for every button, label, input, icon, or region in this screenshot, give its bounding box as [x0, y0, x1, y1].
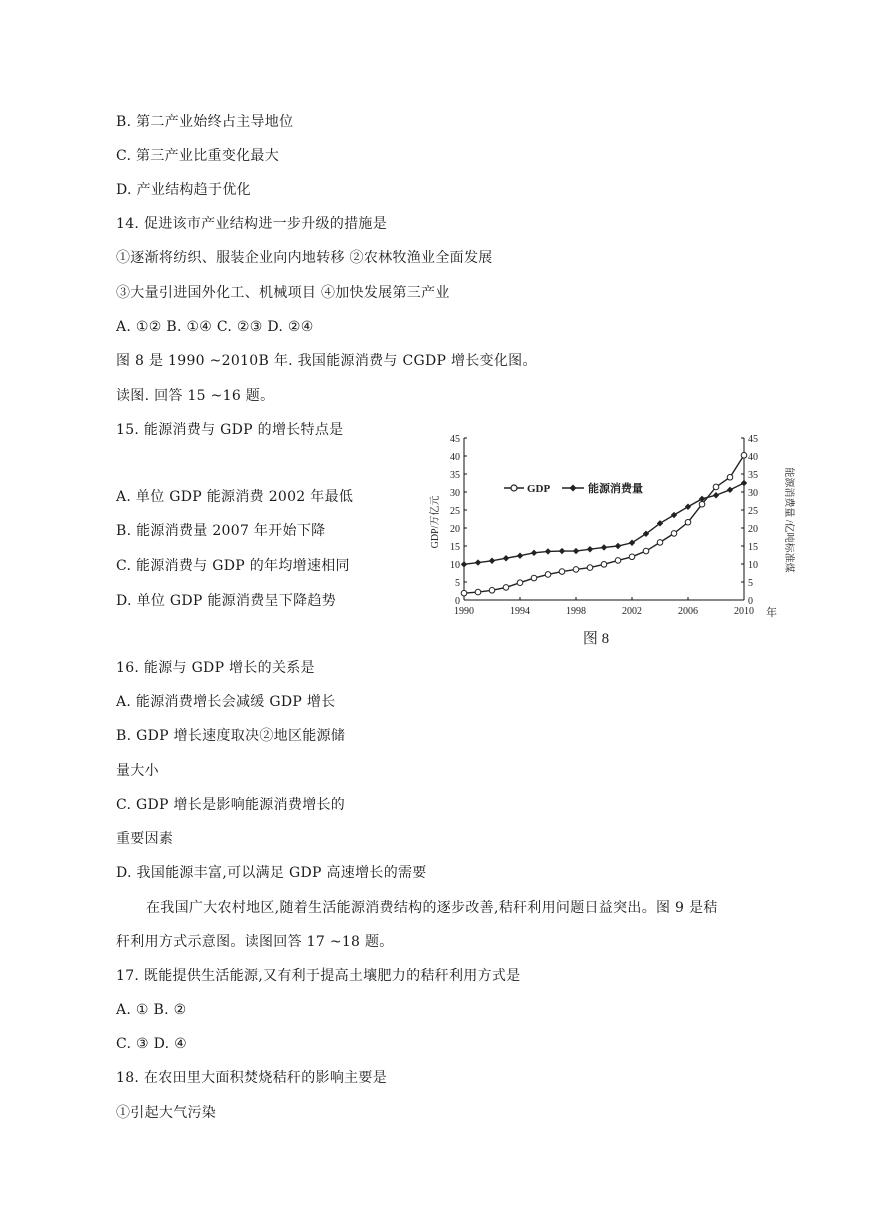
- text-line: ①引起大气污染: [116, 1105, 217, 1121]
- text-line: A. 单位 GDP 能源消费 2002 年最低: [116, 489, 354, 505]
- gdp-point: [657, 540, 663, 546]
- x-tick-label: 2006: [678, 606, 698, 617]
- text-line: ③大量引进国外化工、机械项目 ④加快发展第三产业: [116, 285, 450, 301]
- energy-point: [531, 550, 537, 556]
- text-line: 量大小: [116, 763, 159, 779]
- y-tick-label-right: 40: [748, 452, 758, 463]
- text-line: A. ①② B. ①④ C. ②③ D. ②④: [116, 319, 314, 335]
- x-tick-label: 1994: [510, 606, 530, 617]
- y-tick-label-left: 20: [450, 524, 460, 535]
- figure-caption: 图 8: [582, 631, 610, 647]
- y-tick-label-left: 15: [450, 542, 460, 553]
- x-tick-label: 2010: [734, 606, 754, 617]
- energy-point: [741, 480, 747, 486]
- y-tick-label-left: 30: [450, 488, 460, 499]
- energy-point: [545, 548, 551, 554]
- text-line: D. 我国能源丰富,可以满足 GDP 高速增长的需要: [116, 865, 427, 881]
- gdp-point: [601, 562, 607, 568]
- energy-point: [587, 546, 593, 552]
- text-line: C. 能源消费与 GDP 的年均增速相同: [116, 558, 350, 574]
- text-line: B. 能源消费量 2007 年开始下降: [116, 523, 326, 539]
- gdp-point: [503, 585, 509, 591]
- text-line: B. 第二产业始终占主导地位: [116, 114, 294, 130]
- text-line: 在我国广大农村地区,随着生活能源消费结构的逐步改善,秸秆利用问题日益突出。图 9 是秸: [146, 900, 718, 916]
- energy-point: [503, 555, 509, 561]
- left-y-label: GDP/万亿元: [430, 495, 441, 549]
- y-tick-label-right: 35: [748, 470, 758, 481]
- energy-point: [601, 544, 607, 550]
- y-tick-label-right: 15: [748, 542, 758, 553]
- energy-point: [685, 504, 691, 510]
- energy-point: [713, 492, 719, 498]
- x-unit: 年: [766, 607, 777, 619]
- gdp-point: [587, 565, 593, 571]
- chart-legend: [504, 481, 643, 495]
- gdp-point: [475, 589, 481, 595]
- text-line: C. 第三产业比重变化最大: [116, 148, 280, 164]
- x-tick-label: 1990: [454, 606, 474, 617]
- text-line: 16. 能源与 GDP 增长的关系是: [116, 660, 315, 676]
- energy-point: [573, 548, 579, 554]
- gdp-point: [741, 452, 747, 458]
- series-line-0: [464, 455, 744, 593]
- y-tick-label-left: 0: [455, 596, 460, 607]
- y-tick-label-right: 0: [748, 596, 753, 607]
- gdp-point: [489, 587, 495, 593]
- text-line: D. 单位 GDP 能源消费呈下降趋势: [116, 593, 337, 609]
- gdp-point: [643, 548, 649, 554]
- text-line: 18. 在农田里大面积焚烧秸秆的影响主要是: [116, 1070, 388, 1086]
- y-tick-label-right: 25: [748, 506, 758, 517]
- text-line: 秆利用方式示意图。读图回答 17 ~18 题。: [116, 934, 394, 950]
- y-tick-label-right: 20: [748, 524, 758, 535]
- energy-point: [671, 512, 677, 518]
- text-line: 读图. 回答 15 ~16 题。: [116, 388, 275, 404]
- text-line: ①逐渐将纺织、服装企业向内地转移 ②农林牧渔业全面发展: [116, 250, 493, 266]
- text-line: 重要因素: [116, 831, 174, 847]
- y-tick-label-left: 45: [450, 434, 460, 445]
- gdp-point: [685, 519, 691, 525]
- energy-point: [727, 487, 733, 493]
- y-tick-label-right: 10: [748, 560, 758, 571]
- text-line: B. GDP 增长速度取决②地区能源储: [116, 728, 346, 744]
- text-line: A. 能源消费增长会减缓 GDP 增长: [116, 694, 336, 710]
- gdp-point: [629, 554, 635, 560]
- energy-point: [517, 553, 523, 559]
- energy-point: [615, 543, 621, 549]
- energy-point: [461, 561, 467, 567]
- text-line: 15. 能源消费与 GDP 的增长特点是: [116, 422, 344, 438]
- gdp-point: [615, 558, 621, 564]
- figure-8-chart: [424, 428, 796, 652]
- gdp-point: [713, 484, 719, 490]
- energy-point: [475, 559, 481, 565]
- gdp-point: [461, 590, 467, 596]
- gdp-point: [727, 474, 733, 480]
- gdp-point: [699, 501, 705, 507]
- y-tick-label-left: 5: [455, 578, 460, 589]
- text-line: D. 产业结构趋于优化: [116, 182, 251, 198]
- gdp-point: [671, 531, 677, 537]
- legend-energy: 能源消费量: [588, 483, 643, 495]
- y-tick-label-right: 30: [748, 488, 758, 499]
- series-line-1: [464, 483, 744, 564]
- gdp-point: [545, 572, 551, 578]
- x-tick-label: 2002: [622, 606, 642, 617]
- text-line: 图 8 是 1990 ~2010B 年. 我国能源消费与 CGDP 增长变化图。: [116, 353, 537, 369]
- y-tick-label-right: 45: [748, 434, 758, 445]
- y-tick-label-right: 5: [748, 578, 753, 589]
- y-tick-label-left: 35: [450, 470, 460, 481]
- text-line: 14. 促进该市产业结构进一步升级的措施是: [116, 216, 388, 232]
- gdp-point: [517, 580, 523, 586]
- text-line: C. ③ D. ④: [116, 1036, 187, 1052]
- y-tick-label-left: 40: [450, 452, 460, 463]
- gdp-point: [559, 569, 565, 575]
- energy-point: [559, 548, 565, 554]
- energy-point: [489, 558, 495, 564]
- gdp-point: [573, 567, 579, 573]
- right-y-label: 能源消费量 /亿吨标准煤: [783, 467, 794, 573]
- y-tick-label-left: 25: [450, 506, 460, 517]
- y-tick-label-left: 10: [450, 560, 460, 571]
- legend-gdp: GDP: [527, 483, 551, 495]
- text-line: C. GDP 增长是影响能源消费增长的: [116, 797, 346, 813]
- text-line: A. ① B. ②: [116, 1002, 187, 1018]
- x-tick-label: 1998: [566, 606, 586, 617]
- text-line: 17. 既能提供生活能源,又有利于提高土壤肥力的秸秆利用方式是: [116, 968, 521, 984]
- gdp-point: [531, 575, 537, 581]
